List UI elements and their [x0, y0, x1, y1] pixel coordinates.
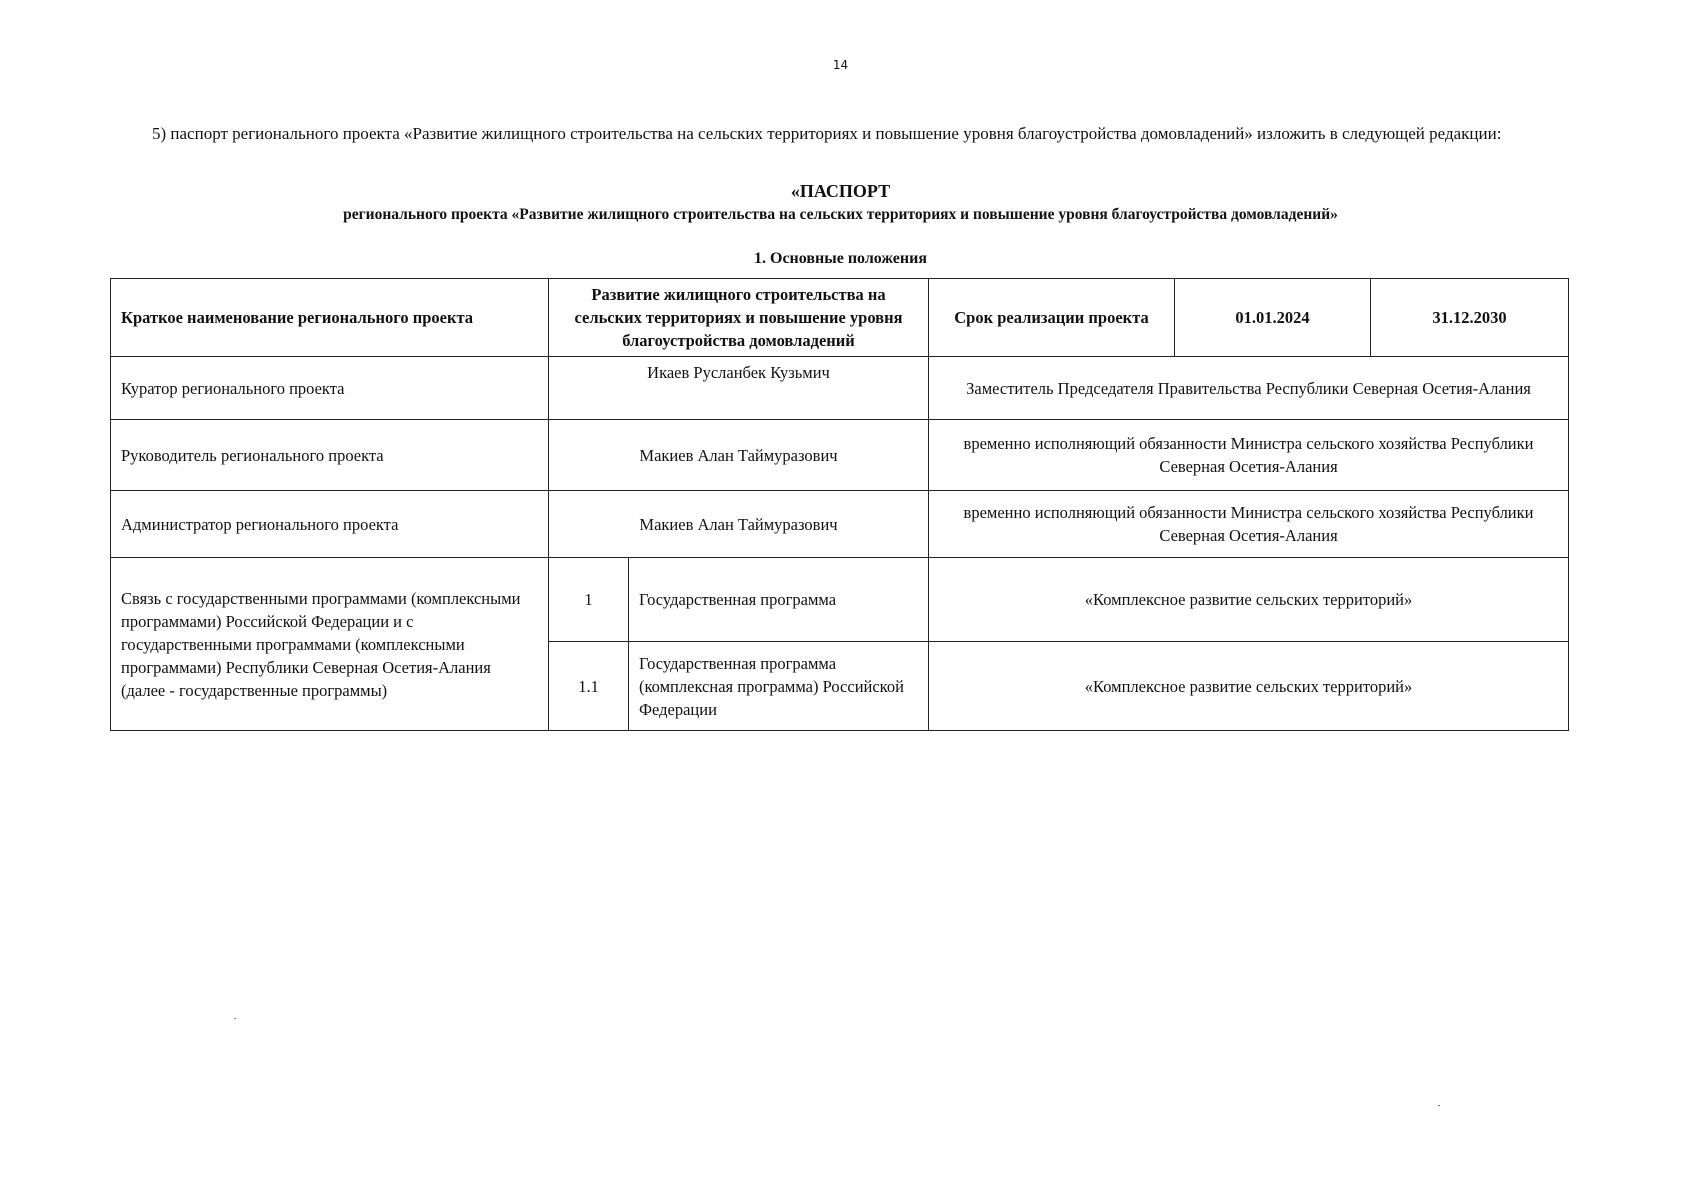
- head-position: временно исполняющий обязанности Министра сельского хозяйства Республики Северная Осетия-Алания: [929, 420, 1569, 491]
- end-date: 31.12.2030: [1371, 279, 1569, 357]
- admin-label: Администратор регионального проекта: [111, 491, 549, 558]
- passport-subtitle: регионального проекта «Развитие жилищного строительства на сельских территориях и повышение уровня благоустройства домовладений»: [343, 206, 1338, 223]
- start-date: 01.01.2024: [1175, 279, 1371, 357]
- program-2-type: Государственная программа (комплексная программа) Российской Федерации: [629, 642, 929, 731]
- intro-paragraph: 5) паспорт регионального проекта «Развитие жилищного строительства на сельских территориях и повышение уровня благоустройства домовладений» изложить в следующей редакции:: [152, 124, 1502, 143]
- admin-position: временно исполняющий обязанности Министра сельского хозяйства Республики Северная Осетия-Алания: [929, 491, 1569, 558]
- program-1-number: 1: [549, 558, 629, 642]
- term-label: Срок реализации проекта: [929, 279, 1175, 357]
- curator-position: Заместитель Председателя Правительства Республики Северная Осетия-Алания: [929, 357, 1569, 420]
- scan-speck: [1438, 1105, 1440, 1106]
- passport-title: «ПАСПОРТ: [790, 181, 891, 201]
- short-name-value: Развитие жилищного строительства на сельских территориях и повышение уровня благоустройства домовладений: [549, 279, 929, 357]
- table-row-curator: [111, 357, 1569, 420]
- link-label: Связь с государственными программами (комплексными программами) Российской Федерации и с государственными программами (комплексными программами) Республики Северная Осетия-Алания (далее - государственные программы): [111, 558, 549, 731]
- short-name-label: Краткое наименование регионального проекта: [111, 279, 549, 357]
- program-1-name: «Комплексное развитие сельских территорий»: [929, 558, 1569, 642]
- table-row-program-1: [111, 558, 1569, 642]
- section-title: 1. Основные положения: [754, 250, 927, 267]
- page-number: 14: [832, 58, 849, 72]
- head-label: Руководитель регионального проекта: [111, 420, 549, 491]
- passport-table: [110, 278, 1569, 731]
- program-2-name: «Комплексное развитие сельских территорий»: [929, 642, 1569, 731]
- program-1-type: Государственная программа: [629, 558, 929, 642]
- curator-label: Куратор регионального проекта: [111, 357, 549, 420]
- table-row-short-name: [111, 279, 1569, 357]
- curator-name: Икаев Русланбек Кузьмич: [549, 357, 929, 420]
- table-row-admin: [111, 491, 1569, 558]
- head-name: Макиев Алан Таймуразович: [549, 420, 929, 491]
- scan-speck: [234, 1018, 236, 1019]
- program-2-number: 1.1: [549, 642, 629, 731]
- table-row-head: [111, 420, 1569, 491]
- admin-name: Макиев Алан Таймуразович: [549, 491, 929, 558]
